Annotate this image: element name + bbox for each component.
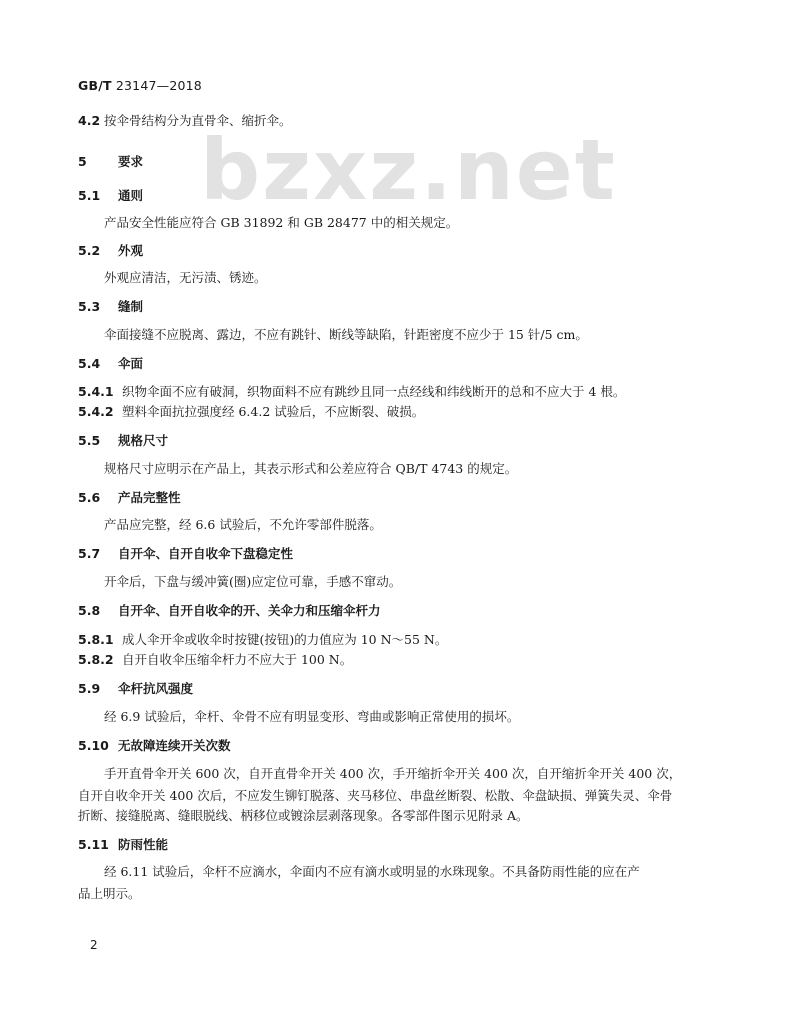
section-number: 5.11 xyxy=(78,837,109,852)
section-title: 通则 xyxy=(118,188,144,203)
section-heading-5-2 xyxy=(78,245,143,258)
section-heading-5-6 xyxy=(78,492,181,505)
clause-5-8-1 xyxy=(78,634,447,647)
clause-number: 4.2 xyxy=(78,113,101,128)
section-heading-5-5 xyxy=(78,435,168,448)
section-heading-5-8 xyxy=(78,605,381,618)
section-heading-5 xyxy=(78,156,143,169)
clause-5-4-2 xyxy=(78,406,424,419)
clause-text: 成人伞开伞或收伞时按键(按钮)的力值应为 10 N～55 N。 xyxy=(122,632,448,647)
section-title: 伞面 xyxy=(118,356,144,371)
paragraph-5-3-body: 伞面接缝不应脱离、露边，不应有跳针、断线等缺陷，针距密度不应少于 15 针/5 cm。 xyxy=(104,327,588,342)
section-number: 5.1 xyxy=(78,188,101,203)
section-heading-5-4 xyxy=(78,358,143,371)
clause-number: 5.4.1 xyxy=(78,384,114,399)
clause-text: 自开自收伞压缩伞杆力不应大于 100 N。 xyxy=(122,652,353,667)
clause-5-4-1 xyxy=(78,386,625,399)
clause-text: 按伞骨结构分为直骨伞、缩折伞。 xyxy=(104,113,292,128)
section-number: 5 xyxy=(78,154,87,169)
clause-4-2 xyxy=(78,115,292,128)
section-title: 伞杆抗风强度 xyxy=(118,681,194,696)
section-number: 5.2 xyxy=(78,243,101,258)
section-number: 5.7 xyxy=(78,546,101,561)
section-title: 规格尺寸 xyxy=(118,433,169,448)
section-title: 缝制 xyxy=(118,299,144,314)
standard-number: 23147—2018 xyxy=(115,78,202,93)
clause-text: 织物伞面不应有破洞，织物面料不应有跳纱且同一点经线和纬线断开的总和不应大于 4 根。 xyxy=(122,384,626,399)
paragraph-5-11-body-2: 品上明示。 xyxy=(78,886,141,901)
clause-number: 5.8.1 xyxy=(78,632,114,647)
standard-header xyxy=(78,78,202,93)
paragraph-5-5-body: 规格尺寸应明示在产品上，其表示形式和公差应符合 QB/T 4743 的规定。 xyxy=(104,461,518,476)
section-number: 5.8 xyxy=(78,603,101,618)
section-number: 5.6 xyxy=(78,490,101,505)
section-heading-5-3 xyxy=(78,301,143,314)
standard-code: GB/T xyxy=(78,78,112,93)
section-heading-5-1 xyxy=(78,190,143,203)
section-number: 5.10 xyxy=(78,738,109,753)
section-number: 5.4 xyxy=(78,356,101,371)
paragraph-5-1-body: 产品安全性能应符合 GB 31892 和 GB 28477 中的相关规定。 xyxy=(104,215,459,230)
clause-5-8-2 xyxy=(78,654,352,667)
section-title: 外观 xyxy=(118,243,144,258)
paragraph-5-11-body-1: 经 6.11 试验后，伞杆不应滴水，伞面内不应有滴水或明显的水珠现象。不具备防雨性能的应在产 xyxy=(104,864,640,879)
watermark: bzxz.net xyxy=(200,121,617,219)
section-heading-5-9 xyxy=(78,683,193,696)
paragraph-5-7-body: 开伞后，下盘与缓冲簧(圈)应定位可靠，手感不窜动。 xyxy=(104,574,402,589)
section-heading-5-10 xyxy=(78,740,231,753)
section-number: 5.9 xyxy=(78,681,101,696)
clause-number: 5.8.2 xyxy=(78,652,114,667)
section-heading-5-11 xyxy=(78,839,168,852)
section-title: 自开伞、自开自收伞的开、关伞力和压缩伞杆力 xyxy=(118,603,381,618)
page-number: 2 xyxy=(90,938,98,952)
section-title: 产品完整性 xyxy=(118,490,181,505)
section-number: 5.3 xyxy=(78,299,101,314)
paragraph-5-10-body-1: 手开直骨伞开关 600 次，自开直骨伞开关 400 次，手开缩折伞开关 400 次，自开缩折伞开关 400 次， xyxy=(104,766,682,781)
section-title: 要求 xyxy=(118,154,144,169)
section-number: 5.5 xyxy=(78,433,101,448)
paragraph-5-6-body: 产品应完整，经 6.6 试验后，不允许零部件脱落。 xyxy=(104,517,382,532)
section-title: 防雨性能 xyxy=(118,837,169,852)
paragraph-5-9-body: 经 6.9 试验后，伞杆、伞骨不应有明显变形、弯曲或影响正常使用的损坏。 xyxy=(104,709,520,724)
clause-text: 塑料伞面抗拉强度经 6.4.2 试验后，不应断裂、破损。 xyxy=(122,404,425,419)
section-title: 自开伞、自开自收伞下盘稳定性 xyxy=(118,546,294,561)
paragraph-5-2-body: 外观应清洁，无污渍、锈迹。 xyxy=(104,270,267,285)
paragraph-5-10-body-3: 折断、接缝脱离、缝眼脱线、柄移位或镀涂层剥落现象。各零部件图示见附录 A。 xyxy=(78,808,529,823)
section-title: 无故障连续开关次数 xyxy=(118,738,231,753)
section-heading-5-7 xyxy=(78,548,293,561)
paragraph-5-10-body-2: 自开自收伞开关 400 次后，不应发生铆钉脱落、夹马移位、串盘丝断裂、松散、伞盘缺损、弹簧失灵、伞骨 xyxy=(78,788,673,803)
clause-number: 5.4.2 xyxy=(78,404,114,419)
